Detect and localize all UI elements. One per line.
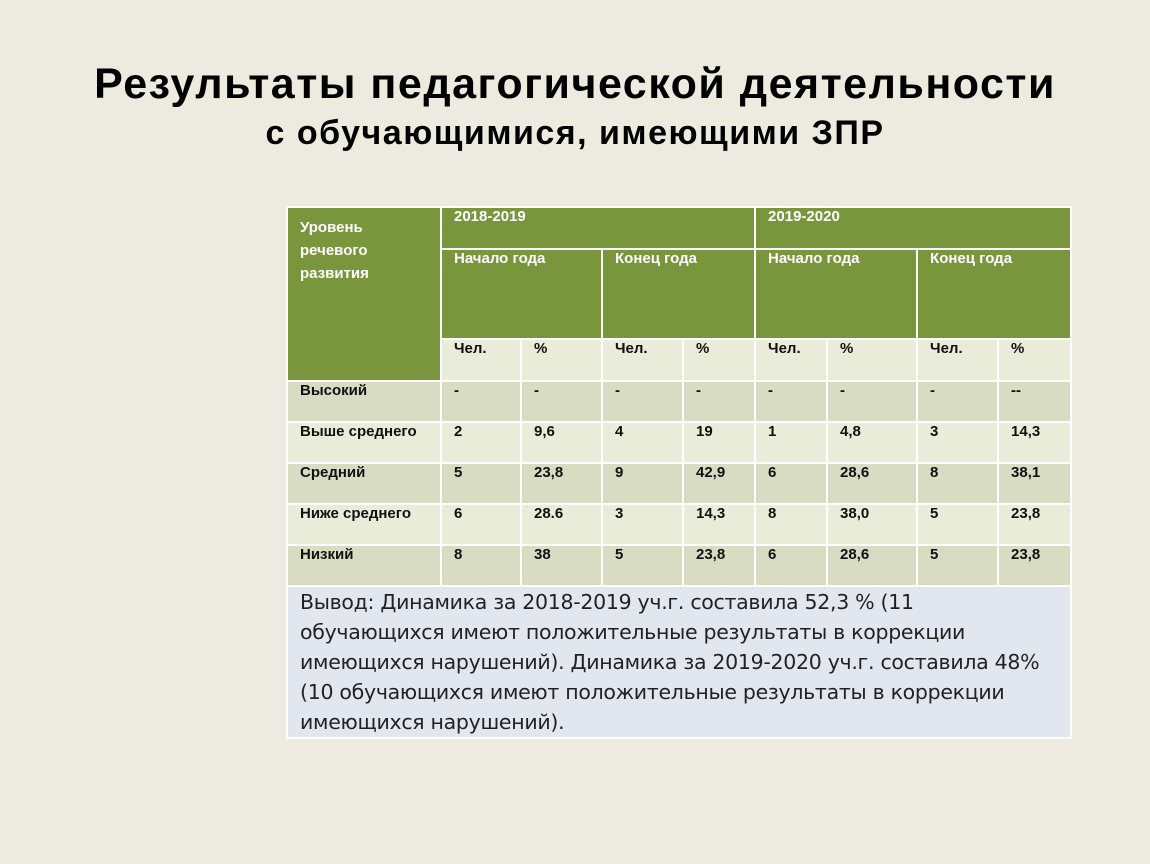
unit-header: % bbox=[827, 339, 917, 381]
table-cell: 5 bbox=[441, 463, 521, 504]
table-cell: - bbox=[917, 381, 998, 422]
table-cell: 4 bbox=[602, 422, 683, 463]
table-cell: 14,3 bbox=[998, 422, 1071, 463]
header-year-2019-2020: 2019-2020 bbox=[755, 207, 1071, 249]
header-period-end-2020: Конец года bbox=[917, 249, 1071, 339]
table-cell: 6 bbox=[755, 545, 827, 586]
row-label: Средний bbox=[287, 463, 441, 504]
unit-header: Чел. bbox=[441, 339, 521, 381]
table-row bbox=[287, 422, 1071, 463]
table-cell: 3 bbox=[602, 504, 683, 545]
header-period-start-2018: Начало года bbox=[441, 249, 602, 339]
row-label: Высокий bbox=[287, 381, 441, 422]
table-cell: 2 bbox=[441, 422, 521, 463]
unit-header: Чел. bbox=[917, 339, 998, 381]
unit-header: % bbox=[998, 339, 1071, 381]
table-cell: - bbox=[602, 381, 683, 422]
table-cell: 38,1 bbox=[998, 463, 1071, 504]
header-year-2018-2019: 2018-2019 bbox=[441, 207, 755, 249]
slide-title bbox=[0, 58, 1150, 156]
table-row bbox=[287, 545, 1071, 586]
table-cell: 1 bbox=[755, 422, 827, 463]
table-cell: 8 bbox=[441, 545, 521, 586]
unit-header: % bbox=[521, 339, 602, 381]
table-cell: - bbox=[827, 381, 917, 422]
table-row bbox=[287, 463, 1071, 504]
table-cell: 38,0 bbox=[827, 504, 917, 545]
unit-header: % bbox=[683, 339, 755, 381]
table-cell: -- bbox=[998, 381, 1071, 422]
table-cell: 42,9 bbox=[683, 463, 755, 504]
table-cell: 19 bbox=[683, 422, 755, 463]
table-cell: 5 bbox=[917, 545, 998, 586]
conclusion-text: Вывод: Динамика за 2018-2019 уч.г. составила 52,3 % (11 обучающихся имеют положительные результаты в коррекции имеющихся нарушений). Динамика за 2019-2020 уч.г. составила 48% (10 обучающихся имеют положительные результаты в коррекции имеющихся нарушений). bbox=[287, 586, 1071, 738]
table-cell: - bbox=[441, 381, 521, 422]
title-line-1: Результаты педагогической деятельности bbox=[94, 60, 1056, 108]
row-label: Низкий bbox=[287, 545, 441, 586]
table-cell: 6 bbox=[441, 504, 521, 545]
title-line-2: с обучающимися, имеющими ЗПР bbox=[265, 114, 885, 152]
unit-header: Чел. bbox=[602, 339, 683, 381]
table-cell: 3 bbox=[917, 422, 998, 463]
table-cell: 28,6 bbox=[827, 463, 917, 504]
table-cell: 5 bbox=[602, 545, 683, 586]
table-cell: - bbox=[755, 381, 827, 422]
table-cell: - bbox=[683, 381, 755, 422]
row-label: Ниже среднего bbox=[287, 504, 441, 545]
table-cell: 23,8 bbox=[683, 545, 755, 586]
table-cell: 38 bbox=[521, 545, 602, 586]
table-cell: 6 bbox=[755, 463, 827, 504]
table-cell: 28,6 bbox=[827, 545, 917, 586]
table-row bbox=[287, 504, 1071, 545]
header-period-start-2019: Начало года bbox=[755, 249, 917, 339]
row-label: Выше среднего bbox=[287, 422, 441, 463]
table-cell: 9 bbox=[602, 463, 683, 504]
table-cell: 8 bbox=[755, 504, 827, 545]
table-cell: 5 bbox=[917, 504, 998, 545]
table-cell: 4,8 bbox=[827, 422, 917, 463]
table-cell: 14,3 bbox=[683, 504, 755, 545]
table-cell: 8 bbox=[917, 463, 998, 504]
table-cell: 23,8 bbox=[998, 545, 1071, 586]
table-cell: 9,6 bbox=[521, 422, 602, 463]
unit-header: Чел. bbox=[755, 339, 827, 381]
header-period-end-2019: Конец года bbox=[602, 249, 755, 339]
table-cell: - bbox=[521, 381, 602, 422]
table-cell: 23,8 bbox=[998, 504, 1071, 545]
results-table bbox=[286, 206, 1072, 739]
table-row bbox=[287, 381, 1071, 422]
table-cell: 28.6 bbox=[521, 504, 602, 545]
header-speech-level: Уровень речевого развития bbox=[287, 207, 441, 381]
table-cell: 23,8 bbox=[521, 463, 602, 504]
